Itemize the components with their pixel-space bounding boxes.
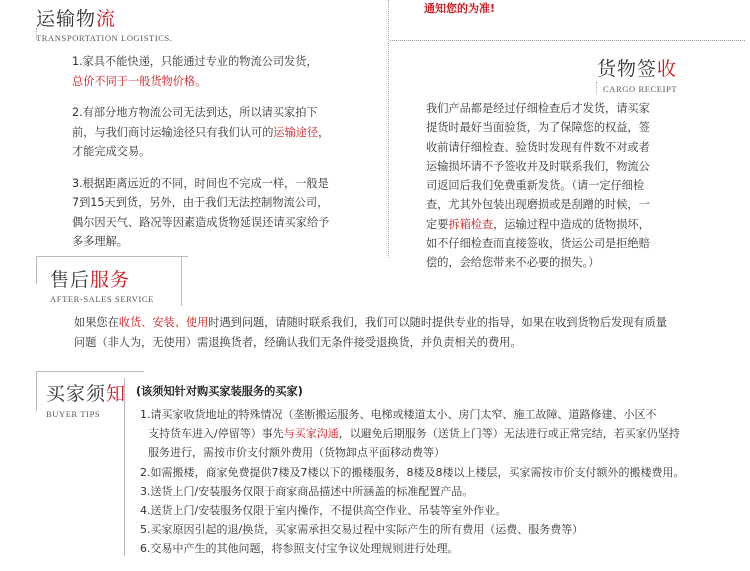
receipt-body: 我们产品都是经过仔细检查后才发货，请买家 提货时最好当面验货，为了保障您的权益，签 收前请仔细检查、验货时发现有件数不对或者 运输损坏请不予签收并及时联系我们，物流公 司返回后我们免费重新发货。（请一定仔细检 查，尤其外包装出现磨损或是刮蹭的时候，一 定要拆箱检查，运输过程中造成的货物损坏， 如不仔细检查而直接签收，货运公司是拒绝赔 偿的，会给您带来不必要的损失。） xyxy=(426,102,650,270)
buyer-subtitle: BUYER TIPS xyxy=(46,409,101,419)
column-divider xyxy=(388,0,389,258)
buyer-item-4: 4.送货上门/安装服务仅限于室内操作，不提供高空作业、吊装等室外作业。 xyxy=(140,504,507,518)
top-note-divider xyxy=(390,40,745,41)
service-title: 售后服务 xyxy=(50,269,131,291)
buyer-item-1: 1.请买家收货地址的特殊情况（垄断搬运服务、电梯或楼道太小、房门太窄、施工故障、道路修建、小区不 支持货车进入/停留等）事先与买家沟通，以避免后期服务（送货上门等）无法进行或正常完结，若买家仍坚持 服务进行，需按市价支付额外费用（货物卸点平面移动费等） xyxy=(140,408,680,460)
logistics-title xyxy=(36,4,173,31)
logistics-subtitle: TRANSPORTATION LOGISTICS. xyxy=(36,33,173,43)
service-header xyxy=(50,265,154,304)
buyer-header xyxy=(46,379,126,419)
receipt-header xyxy=(597,54,677,94)
receipt-subtitle: CARGO RECEIPT xyxy=(603,84,678,94)
buyer-item-2: 2.如需搬楼，商家免费提供7楼及7楼以下的搬楼服务，8楼及8楼以上楼层，买家需按市价支付额外的搬楼费用。 xyxy=(140,465,685,479)
buyer-item-5: 5.买家原因引起的退/换货，买家需承担交易过程中实际产生的所有费用（运费、服务费等） xyxy=(140,523,584,537)
logistics-item-2: 2.有部分地方物流公司无法到达，所以请买家拍下 前，与我们商讨运输途径只有我们认可的运输途径， 才能完成交易。 xyxy=(72,106,330,158)
buyer-frame-left xyxy=(36,371,37,411)
service-frame-top xyxy=(36,256,188,257)
buyer-list xyxy=(140,405,745,559)
logistics-item-3: 3.根据距离远近的不同，时间也不完成一样，一般是 7到15天到货，另外，由于我们无法控制物流公司， 偶尔因天气、路况等因素造成货物延误还请买家给予 多多理解。 xyxy=(72,176,330,248)
buyer-frame-top xyxy=(36,371,144,372)
service-frame-left xyxy=(36,256,37,284)
logistics-title-main: 运输物 xyxy=(36,8,97,30)
top-note: 通知您的为准! xyxy=(424,2,496,15)
buyer-heading: (该须知针对购买家装服务的买家) xyxy=(136,385,303,398)
buyer-item-3: 3.送货上门/安装服务仅限于商家商品描述中所涵盖的标准配置产品。 xyxy=(140,484,474,498)
receipt-header-divider xyxy=(596,82,597,94)
service-body: 如果您在收货、安装、使用时遇到问题，请随时联系我们，我们可以随时提供专业的指导，如果在收到货物后发现有质量 问题（非人为，无使用）需退换货者，经确认我们无条件接受退换货，并负责相关的费用。 xyxy=(74,316,667,349)
logistics-item-1: 1.家具不能快递，只能通过专业的物流公司发货， 总价不同于一般货物价格。 xyxy=(72,55,318,88)
buyer-item-6: 6.交易中产生的其他问题，将参照支付宝争议处理规则进行处理。 xyxy=(140,542,459,556)
logistics-body xyxy=(72,52,372,252)
buyer-title: 买家须知 xyxy=(46,383,127,405)
service-subtitle: AFTER-SALES SERVICE xyxy=(50,294,154,304)
logistics-header xyxy=(36,4,173,43)
service-frame-right xyxy=(181,256,182,306)
logistics-header-divider xyxy=(36,28,37,40)
receipt-title: 货物签收 xyxy=(597,58,678,80)
logistics-title-accent: 流 xyxy=(96,8,117,30)
